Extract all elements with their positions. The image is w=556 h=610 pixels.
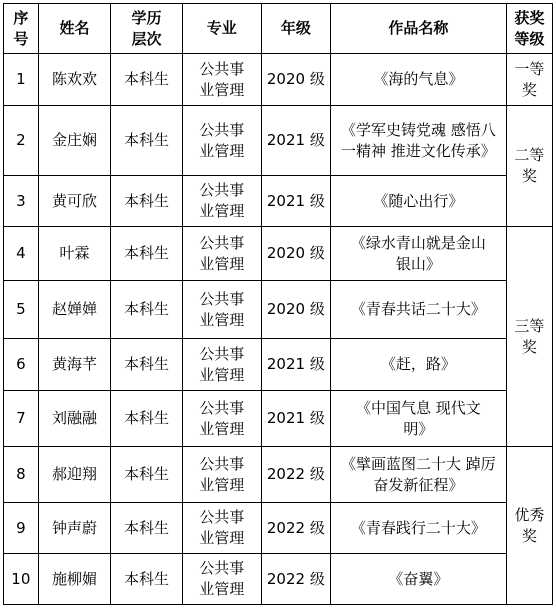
- cell-name: 郝迎翔: [38, 447, 111, 503]
- table-row: [4, 281, 553, 339]
- cell-work: 《青春践行二十大》: [331, 503, 507, 554]
- cell-no: 2: [4, 106, 39, 176]
- cell-no: 7: [4, 391, 39, 447]
- cell-no: 8: [4, 447, 39, 503]
- cell-major: 公共事业管理: [182, 281, 261, 339]
- cell-grade: 2022 级: [261, 447, 330, 503]
- cell-major: 公共事业管理: [182, 391, 261, 447]
- table-row: [4, 391, 553, 447]
- cell-no: 9: [4, 503, 39, 554]
- cell-work: 《学军史铸党魂 感悟八一精神 推进文化传承》: [331, 106, 507, 176]
- cell-no: 1: [4, 54, 39, 106]
- cell-name: 金庄娴: [38, 106, 111, 176]
- cell-level: 本科生: [111, 339, 183, 391]
- table-row: [4, 447, 553, 503]
- cell-work: 《青春共话二十大》: [331, 281, 507, 339]
- cell-level: 本科生: [111, 554, 183, 605]
- cell-work: 《奋翼》: [331, 554, 507, 605]
- cell-no: 4: [4, 227, 39, 281]
- cell-name: 钟声蔚: [38, 503, 111, 554]
- cell-grade: 2020 级: [261, 281, 330, 339]
- header-major: 专业: [182, 4, 261, 54]
- award-table: [3, 3, 553, 605]
- cell-level: 本科生: [111, 227, 183, 281]
- cell-name: 刘融融: [38, 391, 111, 447]
- cell-grade: 2022 级: [261, 503, 330, 554]
- header-award: 获奖等级: [506, 4, 552, 54]
- cell-work: 《海的气息》: [331, 54, 507, 106]
- header-level: 学历层次: [111, 4, 183, 54]
- cell-level: 本科生: [111, 503, 183, 554]
- table-row: [4, 176, 553, 227]
- cell-award: 一等奖: [506, 54, 552, 106]
- cell-major: 公共事业管理: [182, 339, 261, 391]
- cell-name: 陈欢欢: [38, 54, 111, 106]
- cell-work: 《赶，路》: [331, 339, 507, 391]
- header-no: 序号: [4, 4, 39, 54]
- cell-grade: 2020 级: [261, 227, 330, 281]
- cell-name: 黄海芊: [38, 339, 111, 391]
- cell-no: 5: [4, 281, 39, 339]
- cell-level: 本科生: [111, 281, 183, 339]
- cell-award: 二等奖: [506, 106, 552, 227]
- header-grade: 年级: [261, 4, 330, 54]
- cell-level: 本科生: [111, 106, 183, 176]
- cell-name: 赵婵婵: [38, 281, 111, 339]
- header-name: 姓名: [38, 4, 111, 54]
- cell-grade: 2021 级: [261, 391, 330, 447]
- cell-name: 叶霖: [38, 227, 111, 281]
- table-row: [4, 106, 553, 176]
- cell-no: 6: [4, 339, 39, 391]
- table-row: [4, 339, 553, 391]
- header-row: [4, 4, 553, 54]
- cell-name: 施柳媚: [38, 554, 111, 605]
- cell-major: 公共事业管理: [182, 554, 261, 605]
- cell-major: 公共事业管理: [182, 503, 261, 554]
- cell-major: 公共事业管理: [182, 106, 261, 176]
- cell-award: 优秀奖: [506, 447, 552, 605]
- cell-grade: 2021 级: [261, 339, 330, 391]
- cell-level: 本科生: [111, 391, 183, 447]
- table-row: [4, 54, 553, 106]
- cell-work: 《中国气息 现代文明》: [331, 391, 507, 447]
- header-work: 作品名称: [331, 4, 507, 54]
- cell-name: 黄可欣: [38, 176, 111, 227]
- cell-grade: 2020 级: [261, 54, 330, 106]
- cell-award: 三等奖: [506, 227, 552, 447]
- cell-grade: 2021 级: [261, 106, 330, 176]
- cell-work: 《擘画蓝图二十大 踔厉奋发新征程》: [331, 447, 507, 503]
- cell-no: 10: [4, 554, 39, 605]
- cell-level: 本科生: [111, 54, 183, 106]
- cell-major: 公共事业管理: [182, 447, 261, 503]
- cell-level: 本科生: [111, 447, 183, 503]
- cell-work: 《绿水青山就是金山银山》: [331, 227, 507, 281]
- cell-major: 公共事业管理: [182, 227, 261, 281]
- table-row: [4, 554, 553, 605]
- cell-grade: 2021 级: [261, 176, 330, 227]
- cell-major: 公共事业管理: [182, 54, 261, 106]
- cell-grade: 2022 级: [261, 554, 330, 605]
- cell-level: 本科生: [111, 176, 183, 227]
- cell-work: 《随心出行》: [331, 176, 507, 227]
- cell-no: 3: [4, 176, 39, 227]
- table-row: [4, 503, 553, 554]
- cell-major: 公共事业管理: [182, 176, 261, 227]
- table-row: [4, 227, 553, 281]
